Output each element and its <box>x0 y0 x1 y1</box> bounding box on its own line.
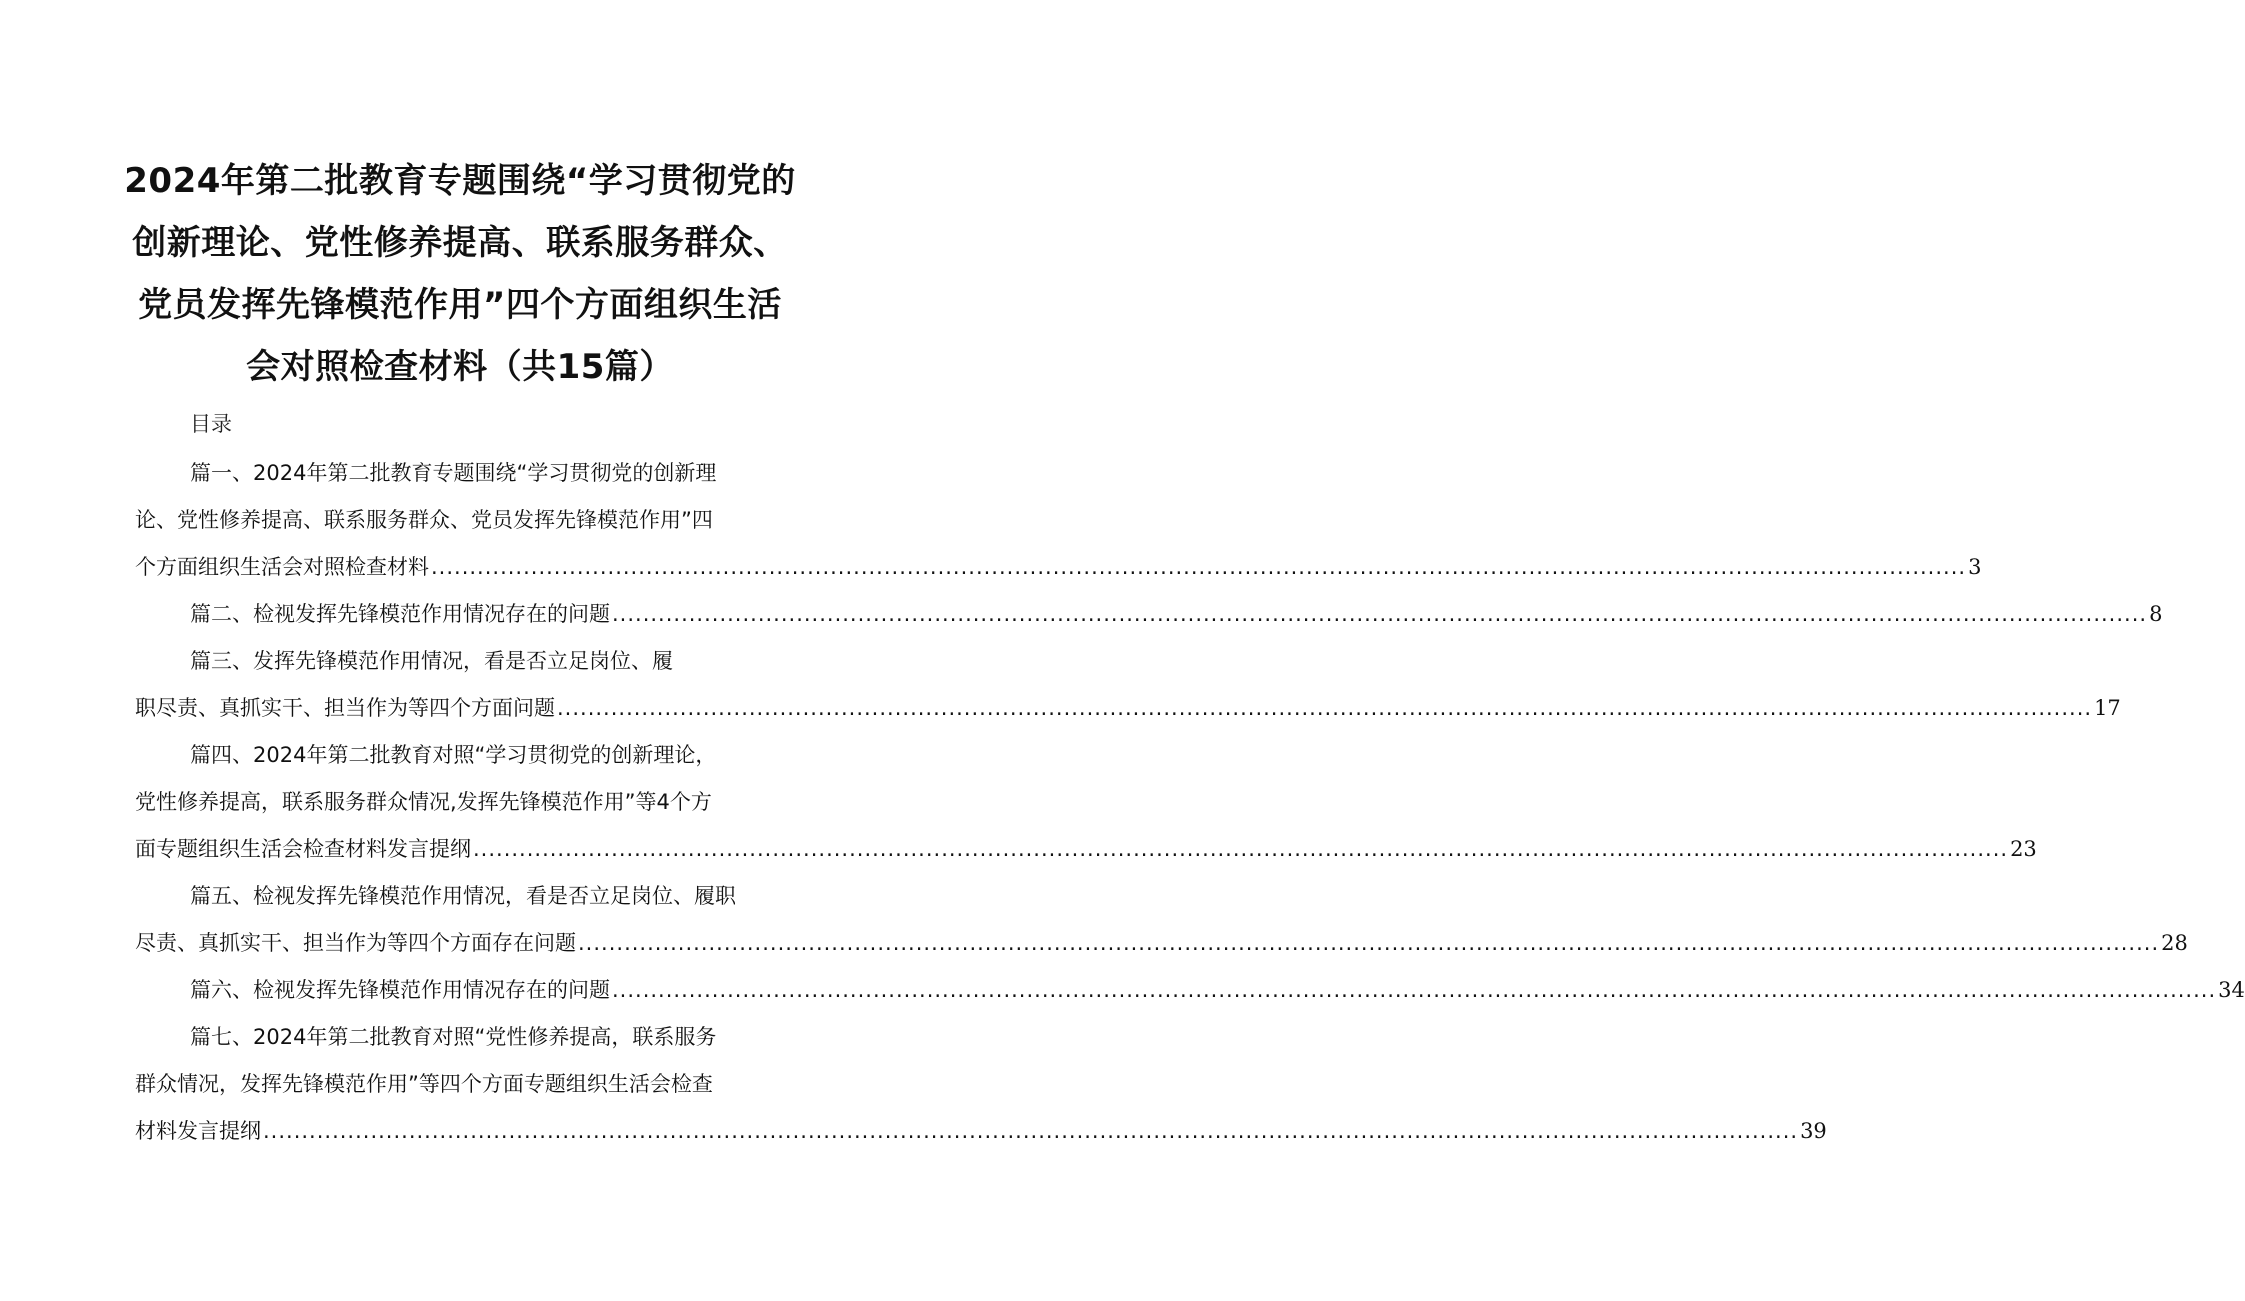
toc-entry-line <box>135 1061 790 1108</box>
table-of-contents <box>135 450 2245 1155</box>
toc-entry-text: 篇四、2024年第二批教育对照“学习贯彻党的创新理论， <box>190 743 717 767</box>
toc-entry-text: 篇五、检视发挥先锋模范作用情况，看是否立足岗位、履职 <box>190 884 736 908</box>
dot-leader <box>473 826 2008 873</box>
toc-page-number: 39 <box>1800 1119 1827 1143</box>
toc-entry-line <box>135 497 790 544</box>
toc-page-number: 8 <box>2149 602 2163 626</box>
toc-entry-line <box>135 544 1982 591</box>
dot-leader <box>557 685 2092 732</box>
dot-leader: ......... ..... <box>612 967 2216 1014</box>
toc-entry-text: 职尽责、真抓实干、担当作为等四个方面问题 <box>135 696 555 720</box>
toc-page-number: 17 <box>2094 696 2121 720</box>
toc-entry-line <box>135 450 790 497</box>
toc-entry-line <box>135 685 2121 732</box>
toc-entry[interactable] <box>135 967 2245 1014</box>
toc-entry-text: 材料发言提纲 <box>135 1119 261 1143</box>
toc-heading: 目录 <box>190 412 232 436</box>
toc-entry-text: 篇一、2024年第二批教育专题围绕“学习贯彻党的创新理 <box>190 461 717 485</box>
toc-entry-line <box>135 638 790 685</box>
toc-page-number: 34 <box>2218 978 2245 1002</box>
title-line: 会对照检查材料（共15篇） <box>246 347 674 387</box>
toc-entry[interactable] <box>135 591 2163 638</box>
dot-leader <box>431 544 1966 591</box>
toc-entry-text: 群众情况，发挥先锋模范作用”等四个方面专题组织生活会检查 <box>135 1072 713 1096</box>
toc-entry-text: 论、党性修养提高、联系服务群众、党员发挥先锋模范作用”四 <box>135 508 713 532</box>
toc-entry-line <box>135 826 2037 873</box>
toc-entry-text: 面专题组织生活会检查材料发言提纲 <box>135 837 471 861</box>
toc-entry-text: 尽责、真抓实干、担当作为等四个方面存在问题 <box>135 931 576 955</box>
title-line: 2024年第二批教育专题围绕“学习贯彻党的 <box>124 161 796 201</box>
title-line: 创新理论、党性修养提高、联系服务群众、 <box>132 223 788 263</box>
toc-entry[interactable] <box>135 638 2121 732</box>
toc-entry[interactable] <box>135 1014 1827 1155</box>
toc-entry-line <box>135 1108 1827 1155</box>
document-title <box>120 150 800 398</box>
toc-entry-text: 篇二、检视发挥先锋模范作用情况存在的问题 <box>190 602 610 626</box>
title-line: 党员发挥先锋模范作用”四个方面组织生活 <box>138 285 782 325</box>
toc-entry[interactable] <box>135 450 1982 591</box>
toc-entry-text: 篇七、2024年第二批教育对照“党性修养提高，联系服务 <box>190 1025 717 1049</box>
toc-entry-line <box>135 873 790 920</box>
toc-entry-line <box>135 591 2163 638</box>
toc-entry-text: 篇三、发挥先锋模范作用情况，看是否立足岗位、履 <box>190 649 673 673</box>
toc-entry-line <box>135 967 2245 1014</box>
dot-leader: ...... ..... <box>578 920 2159 967</box>
toc-entry-text: 个方面组织生活会对照检查材料 <box>135 555 429 579</box>
toc-entry-text: 篇六、检视发挥先锋模范作用情况存在的问题 <box>190 978 610 1002</box>
toc-entry-line <box>135 732 790 779</box>
toc-entry[interactable] <box>135 732 2037 873</box>
toc-entry-line <box>135 1014 790 1061</box>
toc-entry-line <box>135 779 790 826</box>
toc-entry[interactable] <box>135 873 2188 967</box>
dot-leader <box>263 1108 1798 1155</box>
toc-page-number: 3 <box>1968 555 1982 579</box>
toc-page-number: 23 <box>2010 837 2037 861</box>
toc-page-number: 28 <box>2161 931 2188 955</box>
toc-entry-line <box>135 920 2188 967</box>
dot-leader <box>612 591 2147 638</box>
toc-entry-text: 党性修养提高，联系服务群众情况,发挥先锋模范作用”等4个方 <box>135 790 712 814</box>
